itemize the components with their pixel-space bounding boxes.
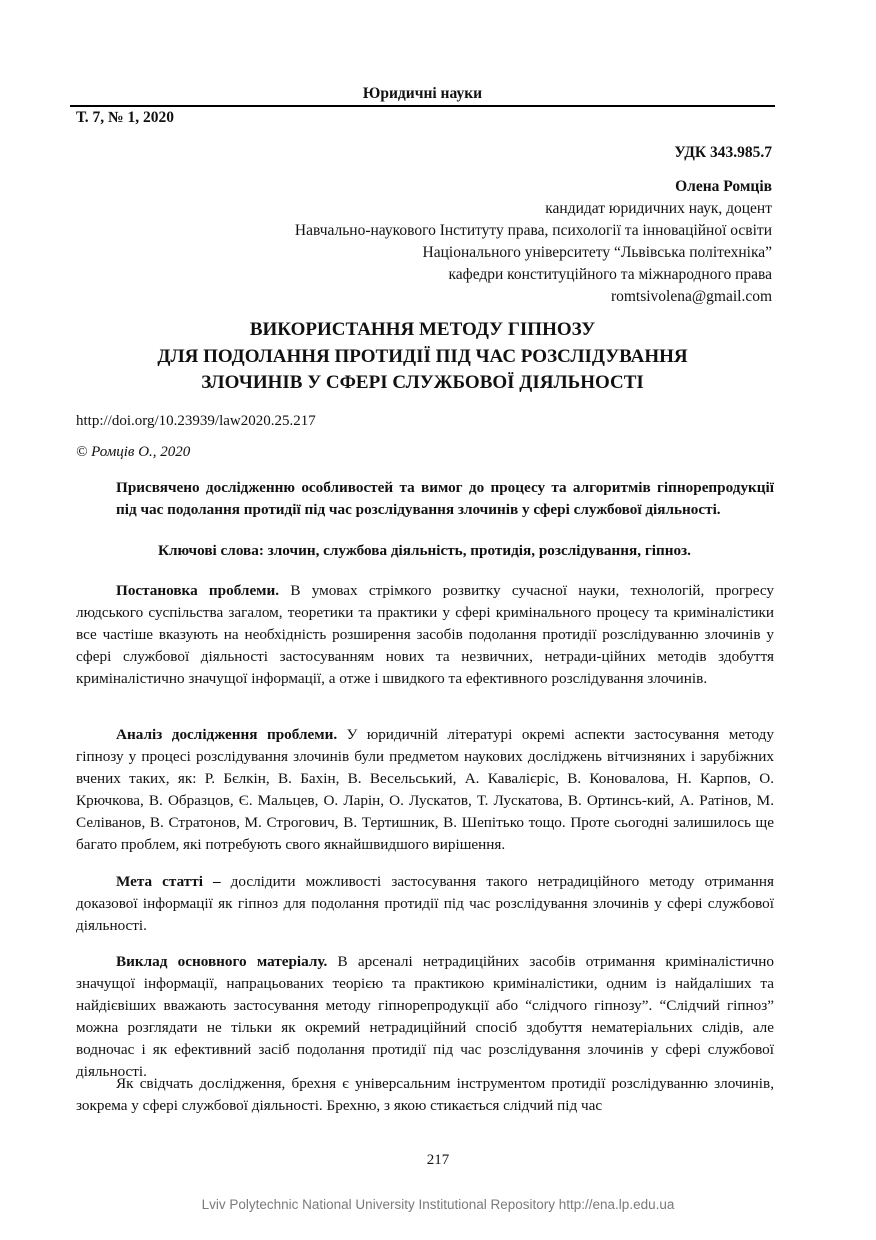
section-problem	[76, 580, 774, 690]
title-line-2: ДЛЯ ПОДОЛАННЯ ПРОТИДІЇ ПІД ЧАС РОЗСЛІДУВАННЯ	[157, 345, 688, 367]
page-number: 217	[426, 1152, 450, 1168]
copyright: © Ромців О., 2020	[76, 444, 191, 460]
article-title	[70, 317, 775, 397]
title-line-3: ЗЛОЧИНІВ У СФЕРІ СЛУЖБОВОЇ ДІЯЛЬНОСТІ	[201, 372, 644, 393]
section-main	[76, 951, 774, 1083]
section-analysis-heading: Аналіз дослідження проблеми.	[116, 726, 338, 743]
section-analysis	[76, 724, 774, 856]
section-continuation: Як свідчать дослідження, брехня є універсальним інструментом протидії розслідуванню злочинів, зокрема у сфері службової діяльності. Брехню, з якою стикається слідчий під час	[76, 1075, 774, 1114]
author-email[interactable]: romtsivolena@gmail.com	[610, 288, 772, 305]
doi-link[interactable]: http://doi.org/10.23939/law2020.25.217	[76, 413, 316, 429]
author-institute: Навчально-наукового Інституту права, психології та інноваційної освіти	[294, 222, 772, 239]
volume-issue: Т. 7, № 1, 2020	[76, 109, 174, 126]
repository-footer: Lviv Polytechnic National University Institutional Repository http://ena.lp.edu.ua	[201, 1197, 675, 1212]
author-block	[295, 176, 772, 308]
section-goal	[76, 871, 774, 937]
udk-code: УДК 343.985.7	[674, 144, 772, 161]
author-university: Національного університету “Львівська політехніка”	[422, 244, 772, 261]
abstract: Присвячено дослідженню особливостей та вимог до процесу та алгоритмів гіпнорепродукції під час подолання протидії під час розслідування злочинів у сфері службової діяльності.	[116, 479, 774, 518]
journal-section-title: Юридичні науки	[362, 85, 483, 102]
author-degree: кандидат юридичних наук, доцент	[545, 200, 772, 217]
section-analysis-text: У юридичній літературі окремі аспекти застосування методу гіпнозу у процесі розслідування злочинів були предметом наукових досліджень вітчизняних і зарубіжних вчених таких, як: Р. Бєлкін, В. Бахін, В. Весельський, А. Кавалієріс, В. Коновалова, Н. Карпов, О. Крючкова, В. Образцов, Є. Мальцев, О. Ларін, О. Лускатов, Т. Лускатова, В. Ортинсь-кий, А. Ратінов, М. Селіванов, В. Стратонов, М. Строгович, В. Тертишник, В. Шепітько тощо. Проте сьогодні залишилось ще багато проблем, які потребують свого якнайшвидшого вирішення.	[76, 726, 774, 853]
section-goal-text: дослідити можливості застосування такого нетрадиційного методу отримання доказової інформації як гіпноз для подолання протидії під час розслідування злочинів у сфері службової діяльності.	[76, 873, 774, 934]
section-problem-text: В умовах стрімкого розвитку сучасної науки, технологій, прогресу людського суспільства загалом, теоретики та практики у сфері кримінального процесу та криміналістики все частіше вказують на необхідність розширення засобів подолання протидії розслідуванню злочинів у сфері службової діяльності застосуванням нових та незвичних, нетради-ційних методів здобуття криміналістично значущої інформації, а отже і швидкого та ефективного розслідування злочинів.	[76, 582, 774, 687]
author-name: Олена Ромців	[675, 178, 772, 195]
title-line-1: ВИКОРИСТАННЯ МЕТОДУ ГІПНОЗУ	[249, 319, 596, 340]
section-goal-heading: Мета статті –	[116, 873, 221, 890]
keywords: Ключові слова: злочин, службова діяльність, протидія, розслідування, гіпноз.	[158, 542, 691, 559]
header-rule	[70, 105, 775, 107]
section-main-text: В арсеналі нетрадиційних засобів отримання криміналістично значущої інформації, напрацьованих теорією та практикою криміналістики, одним із найдаліших та найдієвіших вважають застосування методу гіпнорепродукції або “слідчого гіпнозу”. “Слідчий гіпноз” можна розглядати не тільки як окремий нетрадиційний спосіб здобуття нематеріальних слідів, але водночас і як ефективний засіб подолання протидії під час розслідування злочинів у сфері службової діяльності.	[76, 953, 774, 1080]
author-department: кафедри конституційного та міжнародного права	[448, 266, 772, 283]
section-main-heading: Виклад основного матеріалу.	[116, 953, 328, 970]
section-problem-heading: Постановка проблеми.	[116, 582, 280, 599]
